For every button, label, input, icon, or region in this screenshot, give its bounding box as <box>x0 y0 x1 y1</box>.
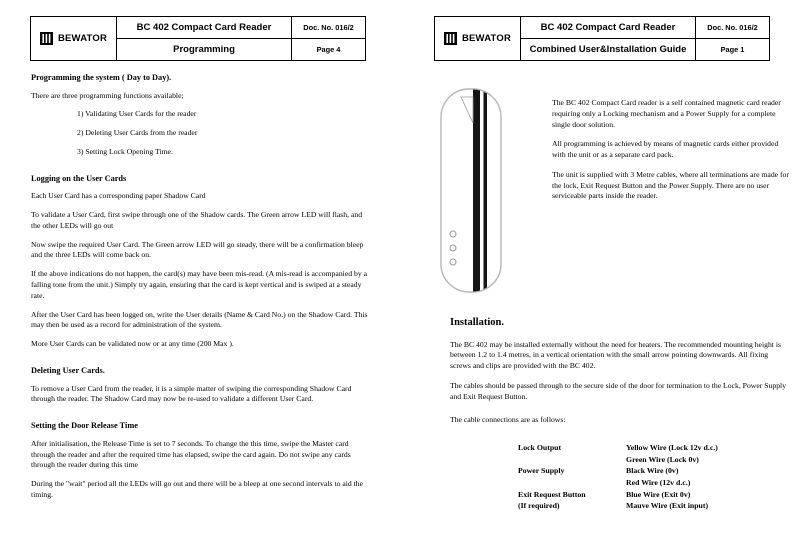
card-reader-illustration <box>440 88 502 293</box>
doc-title: BC 402 Compact Card Reader <box>521 17 695 39</box>
product-intro <box>552 98 790 202</box>
wire-value: Green Wire (Lock 0v) <box>626 454 699 464</box>
doc-subtitle: Combined User&Installation Guide <box>529 43 687 55</box>
connection-label: (If required) <box>518 501 560 511</box>
wire-value: Red Wire (12v d.c.) <box>626 478 691 488</box>
connection-label <box>518 454 626 466</box>
brand-name: BEWATOR <box>461 33 512 44</box>
paragraph: After initialisation, the Release Time is set to 7 seconds. To change the this time, swipe the Master card through the reader and after the required time has elapsed, swipe the card again. Do not swipe any cards through the reader during this time <box>31 438 351 470</box>
paragraph: To validate a User Card, first swipe through one of the Shadow cards. The Green arrow LED will flash, and the other LEDs will go out <box>31 210 363 230</box>
list-item: 1) Validating User Cards for the reader <box>77 109 197 119</box>
doc-title: BC 402 Compact Card Reader <box>117 17 291 39</box>
paragraph: The BC 402 may be installed externally without the need for heaters. The recommended mounting height is between 1.2 to 1.4 metres, in a vertical orientation with the small arrow pointing downwards. All fixing screws and clips are provided with the BC 402. <box>450 339 781 371</box>
doc-subtitle: Programming <box>173 43 235 55</box>
brand-block <box>31 17 117 60</box>
wire-value: Mauve Wire (Exit input) <box>626 501 709 511</box>
connection-label: Power Supply <box>518 466 565 476</box>
right-doc-header <box>434 16 770 61</box>
paragraph: If the above indications do not happen, the card(s) may have been mis-read. (A mis-read is accompanied by a falling tone from the unit.) Simply try again, ensuring that the card is kept vertical and is swiped at a steady rate. <box>31 269 367 300</box>
table-row <box>518 442 808 454</box>
wire-value: Blue Wire (Exit 0v) <box>626 489 691 499</box>
paragraph: More User Cards can be validated now or at any time (200 Max ). <box>31 339 234 349</box>
section-heading: Installation. <box>450 317 504 328</box>
paragraph: Now swipe the required User Card. The Green arrow LED will go steady, there will be a confirmation bleep and the three LEDs will come back on. <box>31 239 364 260</box>
page-installation-guide <box>404 0 808 557</box>
paragraph: During the "wait" period all the LEDs will go out and there will be a bleep at one second intervals to aid the timing. <box>31 479 364 499</box>
section-heading: Logging on the User Cards <box>31 173 127 183</box>
connection-label: Lock Output <box>518 443 562 452</box>
paragraph: To remove a User Card from the reader, it is a simple matter of swiping the corresponding Shadow Card through the reader. The Shadow Card may now be re-used to validate a different User Card. <box>31 383 352 404</box>
table-row <box>518 500 808 512</box>
brand-name: BEWATOR <box>57 33 108 44</box>
list-item: 2) Deleting User Cards from the reader <box>77 128 198 138</box>
left-doc-header <box>30 16 366 61</box>
paragraph: Each User Card has a corresponding paper Shadow Card <box>31 191 206 201</box>
paragraph: There are three programming functions available; <box>31 90 184 100</box>
doc-number: Doc. No. 016/2 <box>695 17 769 39</box>
paragraph: The cables should be passed through to the secure side of the door for termination to the Lock, Power Supply and Exit Request Button. <box>450 381 787 401</box>
paragraph: All programming is achieved by means of magnetic cards either provided with the unit or as a separate card pack. <box>552 139 779 160</box>
connection-label: Exit Request Button <box>518 489 586 499</box>
wire-value: Yellow Wire (Lock 12v d.c.) <box>626 443 718 452</box>
paragraph: The unit is supplied with 3 Metre cables, where all terminations are made for the lock, Exit Request Button and the Power Supply. There are no user serviceable parts inside the reader. <box>552 169 789 201</box>
list-item: 3) Setting Lock Opening Time. <box>77 146 173 156</box>
installation-section <box>450 316 788 425</box>
doc-number: Doc. No. 016/2 <box>291 17 365 39</box>
doc-page-number: Page 4 <box>291 39 365 61</box>
paragraph: After the User Card has been logged on, write the User details (Name & Card No.) on the Shadow Card. This may then be used as a record for administration of the system. <box>31 309 368 330</box>
programming-content <box>31 72 369 501</box>
paragraph: The cable connections are as follows: <box>450 414 566 424</box>
table-row <box>518 454 808 466</box>
brand-block <box>435 17 521 60</box>
wire-value: Black Wire (0v) <box>626 466 679 476</box>
section-heading: Setting the Door Release Time <box>31 421 138 431</box>
paragraph: The BC 402 Compact Card reader is a self contained magnetic card reader requiring only a Locking mechanism and a Power Supply for a complete single door solution. <box>552 98 781 129</box>
connection-label <box>518 477 626 489</box>
section-heading: Deleting User Cards. <box>31 365 105 375</box>
bewator-logo-icon <box>444 32 457 45</box>
section-heading: Programming the system ( Day to Day). <box>31 73 172 82</box>
table-row <box>518 477 808 489</box>
table-row <box>518 465 808 477</box>
table-row <box>518 489 808 501</box>
cable-connections-table <box>518 442 808 512</box>
doc-page-number: Page 1 <box>695 39 769 61</box>
bewator-logo-icon <box>40 32 53 45</box>
